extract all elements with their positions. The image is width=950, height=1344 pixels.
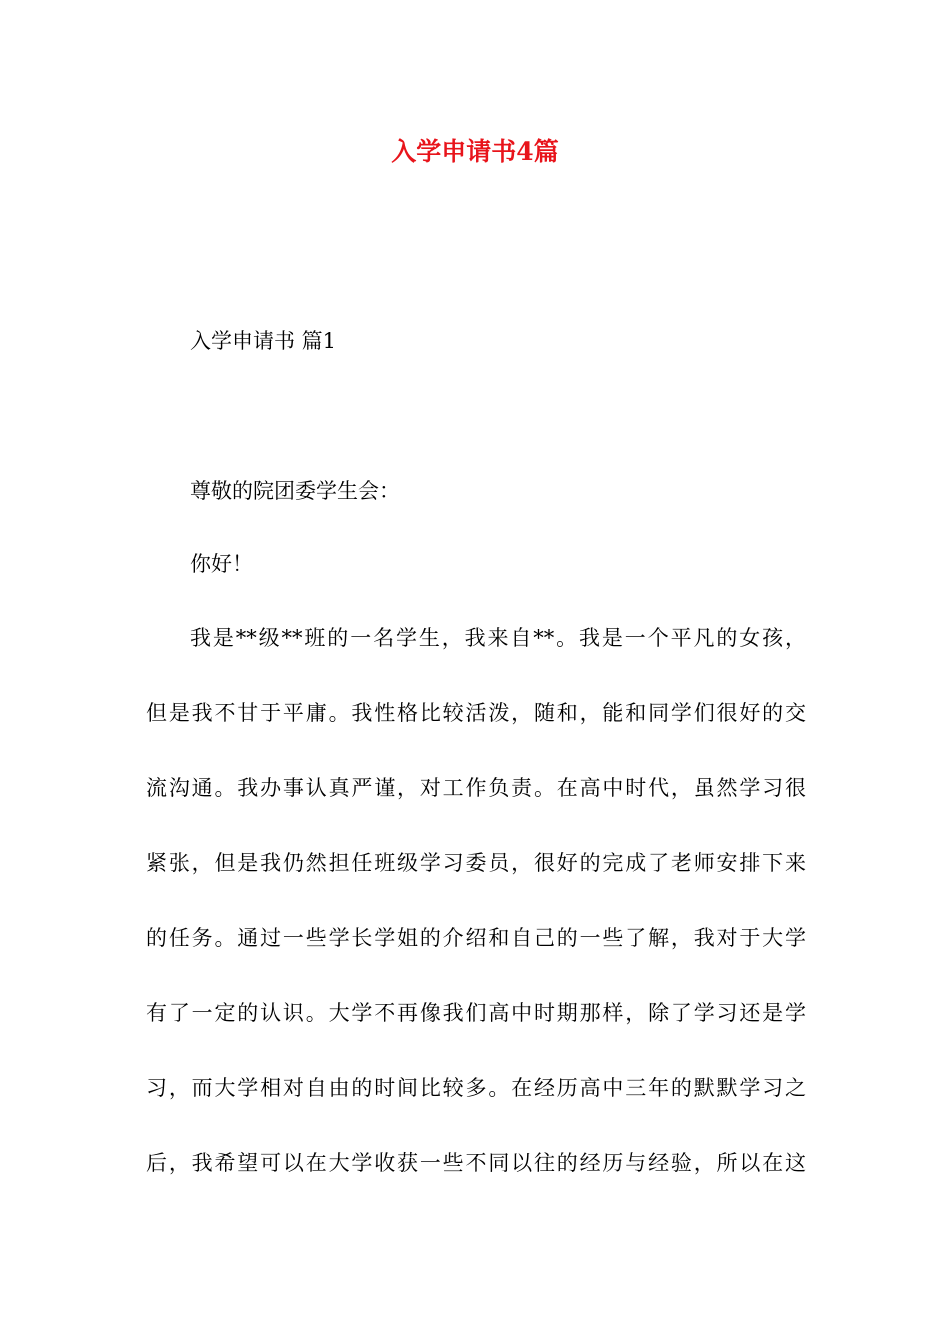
- salutation: 尊敬的院团委学生会：: [190, 479, 400, 503]
- body-line: 后，我希望可以在大学收获一些不同以往的经历与经验，所以在这: [146, 1151, 806, 1175]
- body-line: 紧张，但是我仍然担任班级学习委员，很好的完成了老师安排下来: [146, 851, 806, 875]
- body-line: 流沟通。我办事认真严谨，对工作负责。在高中时代，虽然学习很: [146, 776, 806, 800]
- body-line: 的任务。通过一些学长学姐的介绍和自己的一些了解，我对于大学: [146, 926, 806, 950]
- body-paragraph: [146, 620, 806, 1220]
- body-line: 但是我不甘于平庸。我性格比较活泼，随和，能和同学们很好的交: [146, 701, 806, 725]
- document-title: 入学申请书4篇: [391, 137, 559, 166]
- body-line: 习，而大学相对自由的时间比较多。在经历高中三年的默默学习之: [146, 1076, 806, 1100]
- section-heading: 入学申请书 篇1: [190, 329, 337, 353]
- greeting: 你好！: [190, 552, 253, 576]
- body-line: 有了一定的认识。大学不再像我们高中时期那样，除了学习还是学: [146, 1001, 806, 1025]
- body-line: 我是**级**班的一名学生，我来自**。我是一个平凡的女孩，: [190, 626, 806, 650]
